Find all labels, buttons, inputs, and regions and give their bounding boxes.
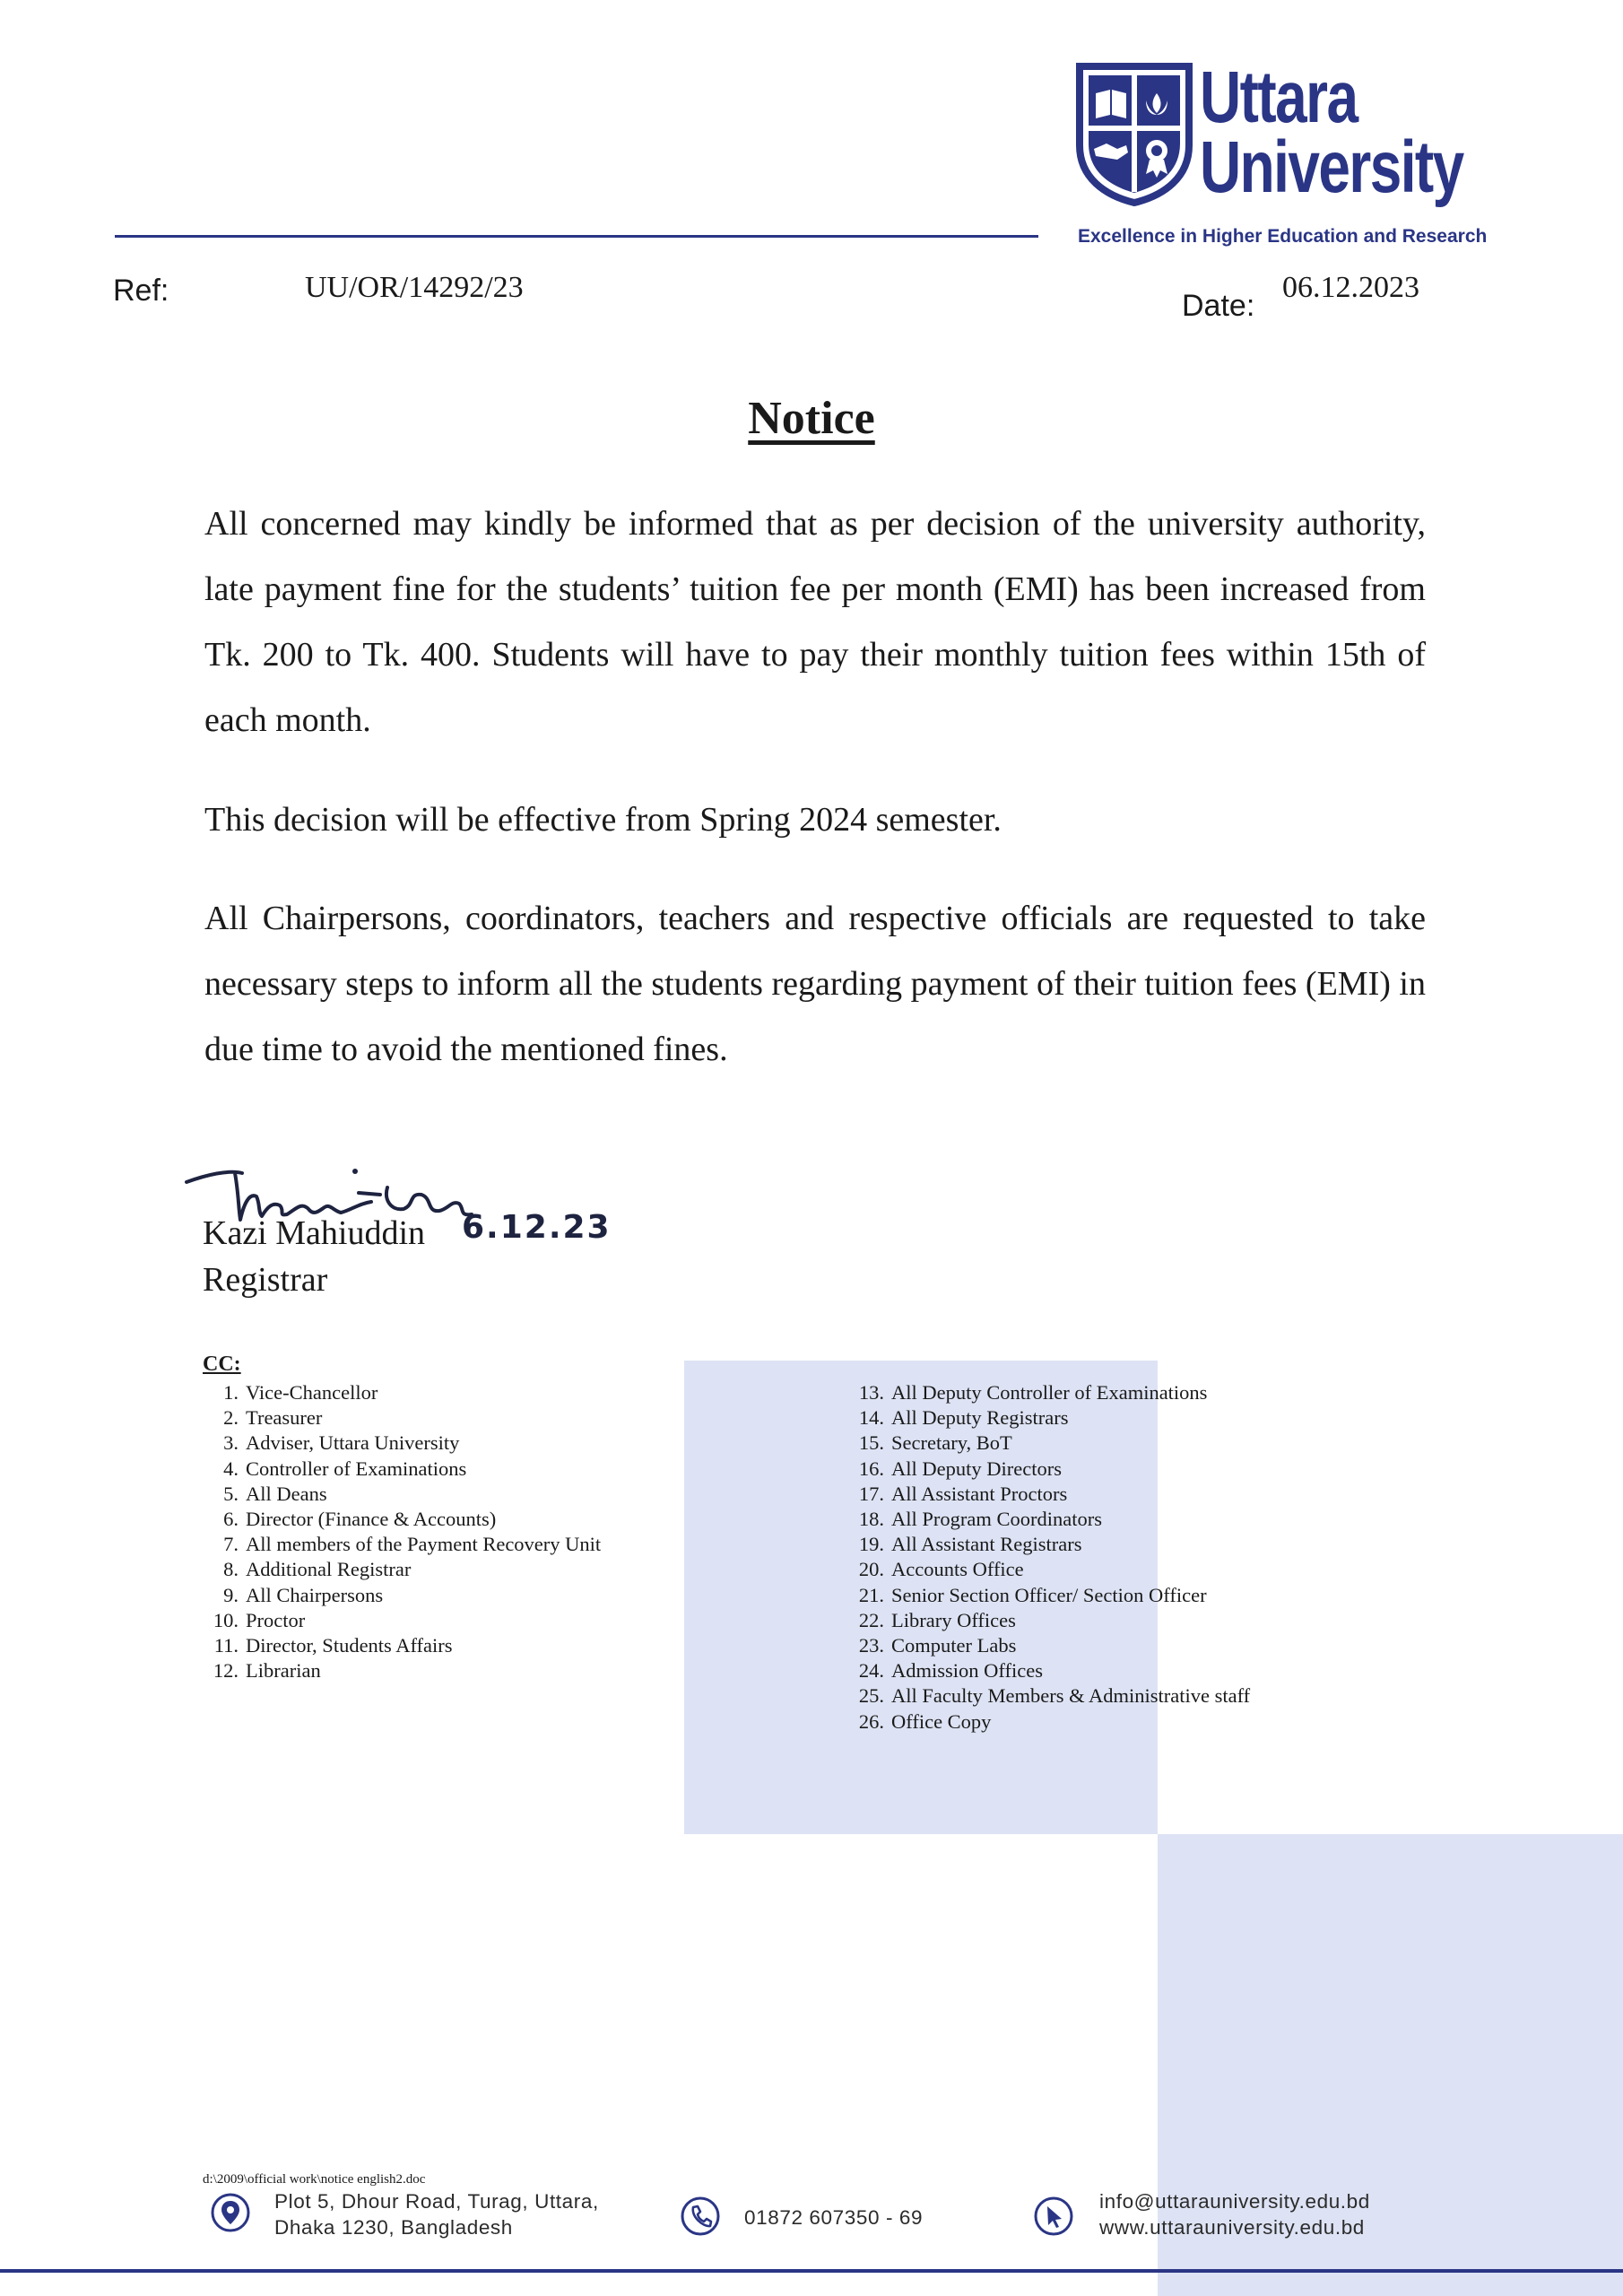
list-item: 22. Library Offices: [858, 1608, 1016, 1631]
footer-address: [274, 2188, 599, 2240]
list-item: 23. Computer Labs: [858, 1634, 1017, 1657]
list-item: 15. Secretary, BoT: [858, 1431, 1012, 1455]
list-item: 20. Accounts Office: [858, 1558, 1024, 1581]
list-item: 14. All Deputy Registrars: [858, 1406, 1069, 1430]
header-divider: [115, 235, 1038, 238]
list-item: 19. All Assistant Registrars: [858, 1533, 1082, 1556]
list-item: 10. Proctor: [213, 1608, 306, 1631]
ref-label: Ref:: [113, 274, 169, 308]
notice-paragraph-3: All Chairpersons, coordinators, teachers and respective officials are requested to take necessary steps to inform all the students regarding payment of their tuition fees (EMI) in due time to avoid the mentioned fines.: [204, 900, 1426, 1068]
notice-title: Notice: [748, 393, 875, 444]
list-item: 1. Vice-Chancellor: [223, 1381, 378, 1404]
list-item: 24. Admission Offices: [858, 1659, 1043, 1683]
list-item: 11. Director, Students Affairs: [213, 1634, 453, 1657]
signatory-name: Kazi Mahiuddin: [203, 1214, 426, 1252]
cursor-icon: [1033, 2196, 1074, 2237]
shield-icon: [1076, 63, 1193, 206]
list-item: 3. Adviser, Uttara University: [223, 1431, 460, 1455]
location-icon: [210, 2192, 251, 2233]
logo-line-2: University: [1200, 126, 1463, 208]
address-line-1: Plot 5, Dhour Road, Turag, Uttara,: [274, 2190, 599, 2213]
footer-web: [1099, 2188, 1370, 2240]
logo-wordmark: [1200, 57, 1463, 208]
logo-line-1: Uttara: [1200, 57, 1358, 138]
signatory-title: Registrar: [203, 1261, 328, 1299]
list-item: 16. All Deputy Directors: [858, 1457, 1062, 1480]
logo-tagline: Excellence in Higher Education and Research: [1078, 226, 1488, 247]
list-item: 13. All Deputy Controller of Examinations: [858, 1381, 1208, 1404]
file-path: d:\2009\official work\notice english2.doc: [203, 2172, 426, 2187]
date-value: 06.12.2023: [1282, 271, 1419, 304]
phone-icon: [680, 2196, 721, 2237]
footer-divider: [0, 2269, 1623, 2273]
cc-label: CC:: [203, 1352, 241, 1376]
list-item: 17. All Assistant Proctors: [858, 1482, 1068, 1505]
notice-paragraph-2: This decision will be effective from Spring 2024 semester.: [204, 801, 1002, 839]
list-item: 26. Office Copy: [858, 1709, 992, 1733]
footer-phone: 01872 607350 - 69: [744, 2206, 924, 2229]
list-item: 21. Senior Section Officer/ Section Officer: [858, 1583, 1207, 1606]
handwritten-date: 6.12.23: [462, 1209, 612, 1246]
list-item: 4. Controller of Examinations: [223, 1457, 467, 1480]
list-item: 18. All Program Coordinators: [858, 1508, 1102, 1531]
list-item: 9. All Chairpersons: [223, 1583, 384, 1606]
list-item: 7. All members of the Payment Recovery Unit: [223, 1533, 602, 1556]
page-title: [0, 392, 1623, 445]
list-item: 25. All Faculty Members & Administrative staff: [858, 1684, 1251, 1708]
address-line-2: Dhaka 1230, Bangladesh: [274, 2216, 513, 2239]
list-item: 2. Treasurer: [223, 1406, 323, 1430]
footer-website[interactable]: www.uttarauniversity.edu.bd: [1099, 2216, 1365, 2239]
cc-list-right: [843, 1380, 1250, 1735]
list-item: 6. Director (Finance & Accounts): [223, 1508, 497, 1531]
footer-email[interactable]: info@uttarauniversity.edu.bd: [1099, 2190, 1370, 2213]
list-item: 5. All Deans: [223, 1482, 327, 1505]
list-item: 12. Librarian: [213, 1659, 321, 1683]
list-item: 8. Additional Registrar: [223, 1558, 412, 1581]
ref-number: UU/OR/14292/23: [305, 271, 524, 304]
date-label: Date:: [1182, 289, 1255, 323]
cc-list-left: [203, 1380, 601, 1683]
notice-paragraph-1: All concerned may kindly be informed that as per decision of the university authority, late payment fine for the students’ tuition fee per month (EMI) has been increased from Tk. 200 to Tk. 400. Students will have to pay their monthly tuition fees within 15th of each month.: [204, 505, 1426, 739]
